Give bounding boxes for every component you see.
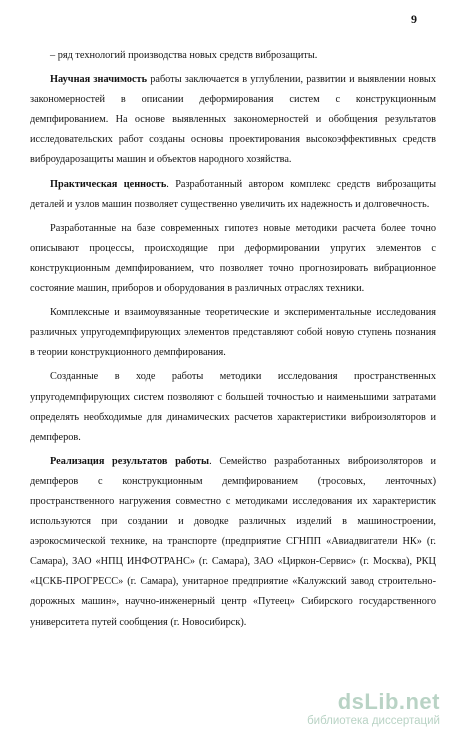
watermark-tagline: библиотека диссертаций bbox=[307, 715, 440, 727]
paragraph-lead: Реализация результатов работы bbox=[50, 455, 210, 467]
paragraph-text: . Разработанный автором комплекс средств виброзащиты деталей и узлов машин позволяет существенно увеличить их надежность и долговечность. bbox=[30, 178, 436, 210]
paragraph-text: Разработанные на базе современных гипотез новые методики расчета более точно описывают процессы, происходящие при деформировании упругих элементов с конструкционным демпфированием, что позволяет точно прогнозировать вибрационное состояние машин, приборов и оборудования в различных отраслях техники. bbox=[30, 222, 436, 295]
watermark-logo: dsLib.net bbox=[337, 689, 440, 714]
paragraph-text: Созданные в ходе работы методики исследования пространственных упругодемпфирующих систем позволяют с большей точностью и наименьшими затратами определять необходимые для динамических расчетов характеристики виброизоляторов и демпферов. bbox=[30, 371, 436, 443]
paragraph-text: . Семейство разработанных виброизоляторов и демпферов с конструкционным демпфированием (тросовых, ленточных) пространственного нагружения совместно с методиками исследования их характеристик используются при создании и доводке различных изделий в машиностроении, аэрокосмической технике, на транспорте (предприятие СГНПП «Авиадвигатели НК» (г. Самара), ЗАО «НПЦ ИНФОТРАНС» (г. Самара), ЗАО «Циркон-Сервис» (г. Москва), РКЦ «ЦСКБ-ПРОГРЕСС» (г. Самара), унитарное предприятие «Калужский завод строительно-дорожных машин», научно-инженерный центр «Путеец» Сибирского государственного университета путей сообщения (г. Новосибирск). bbox=[30, 455, 436, 628]
paragraph-text: работы заключается в углублении, развитии и выявлении новых закономерностей в описании деформирования систем с конструкционным демпфированием. На основе выявленных закономерностей и обобщения результатов исследовательских работ созданы основы проектирования высокоэффективных средств виброударозащиты машин и объектов народного хозяйства. bbox=[30, 74, 437, 166]
paragraph-lead: Научная значимость bbox=[50, 74, 148, 86]
paragraph-implementation bbox=[30, 452, 436, 633]
watermark bbox=[268, 690, 440, 728]
paragraph-practical-value bbox=[30, 175, 436, 215]
document-body bbox=[30, 46, 436, 633]
paragraph-technologies bbox=[30, 46, 436, 66]
paragraph-text: Комплексные и взаимоувязанные теоретические и экспериментальные исследования различных упругодемпфирующих элементов представляют собой новую ступень познания в теории конструкционного демпфирования. bbox=[30, 307, 436, 359]
page-number: 9 bbox=[411, 12, 417, 26]
paragraph-lead: Практическая ценность bbox=[50, 178, 167, 190]
paragraph-methodologies bbox=[30, 367, 436, 447]
paragraph-research bbox=[30, 303, 436, 363]
paragraph-calculation-methods bbox=[30, 219, 436, 299]
paragraph-scientific-significance bbox=[30, 70, 436, 170]
paragraph-text: – ряд технологий производства новых средств виброзащиты. bbox=[50, 50, 318, 61]
